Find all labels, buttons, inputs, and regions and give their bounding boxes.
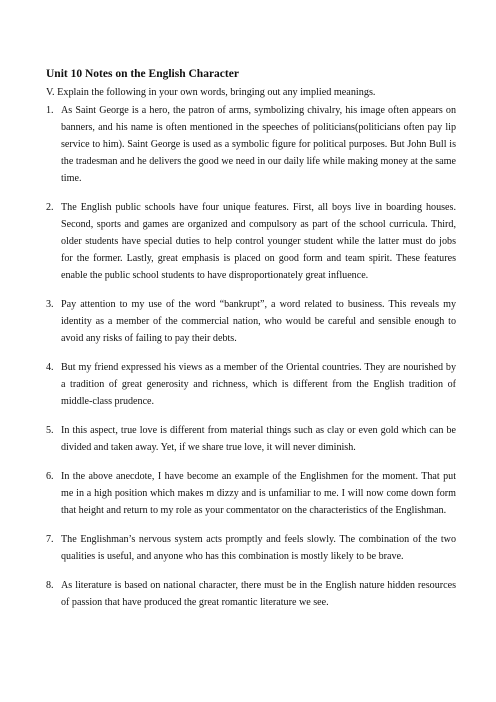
list-item xyxy=(46,468,456,519)
list-item xyxy=(46,296,456,347)
list-item xyxy=(46,531,456,565)
notes-list xyxy=(46,102,456,611)
item-text: In this aspect, true love is different from material things such as clay or even gold which can be divided and taken away. Yet, if we share true love, it will never diminish. xyxy=(61,425,456,453)
item-text: The Englishman’s nervous system acts promptly and feels slowly. The combination of the two qualities is useful, and anyone who has this combination is mostly likely to be brave. xyxy=(61,534,456,562)
item-number: 4. xyxy=(46,362,54,373)
item-number: 7. xyxy=(46,534,54,545)
item-number: 8. xyxy=(46,580,54,591)
item-text: The English public schools have four unique features. First, all boys live in boarding houses. Second, sports and games are organized and compulsory as part of the school curricula. Third, older students have special duties to help control younger student while the latter must do jobs for the former. Lastly, great emphasis is placed on good form and team spirit. These features enable the public school students to have disproportionately great influence. xyxy=(61,202,456,281)
item-text: Pay attention to my use of the word “bankrupt”, a word related to business. This reveals my identity as a member of the commercial nation, who would be careful and sensible enough to avoid any risks of failing to pay their debts. xyxy=(61,299,456,344)
item-number: 5. xyxy=(46,425,54,436)
item-text: But my friend expressed his views as a member of the Oriental countries. They are nourished by a tradition of great generosity and richness, which is different from the English tradition of middle-class prudence. xyxy=(61,362,456,407)
exercise-instruction: V. Explain the following in your own words, bringing out any implied meanings. xyxy=(46,87,376,98)
item-number: 1. xyxy=(46,105,54,116)
item-number: 6. xyxy=(46,471,54,482)
item-text: In the above anecdote, I have become an example of the Englishmen for the moment. That put me in a high position which makes m dizzy and is unfamiliar to me. I will now come down form that height and return to my role as your commentator on the characteristics of the Englishman. xyxy=(61,471,456,516)
list-item xyxy=(46,102,456,187)
document-page xyxy=(46,67,456,611)
list-item xyxy=(46,359,456,410)
list-item xyxy=(46,422,456,456)
document-title: Unit 10 Notes on the English Character xyxy=(46,68,239,80)
item-text: As literature is based on national character, there must be in the English nature hidden resources of passion that have produced the great romantic literature we see. xyxy=(61,580,456,608)
item-number: 3. xyxy=(46,299,54,310)
item-number: 2. xyxy=(46,202,54,213)
item-text: As Saint George is a hero, the patron of arms, symbolizing chivalry, his image often appears on banners, and his name is often mentioned in the speeches of politicians(politicians often pay lip service to him). Saint George is used as a symbolic figure for political purposes. But John Bull is the tradesman and he delivers the good we need in our daily life while making money at the same time. xyxy=(61,105,456,184)
list-item xyxy=(46,199,456,284)
list-item xyxy=(46,577,456,611)
